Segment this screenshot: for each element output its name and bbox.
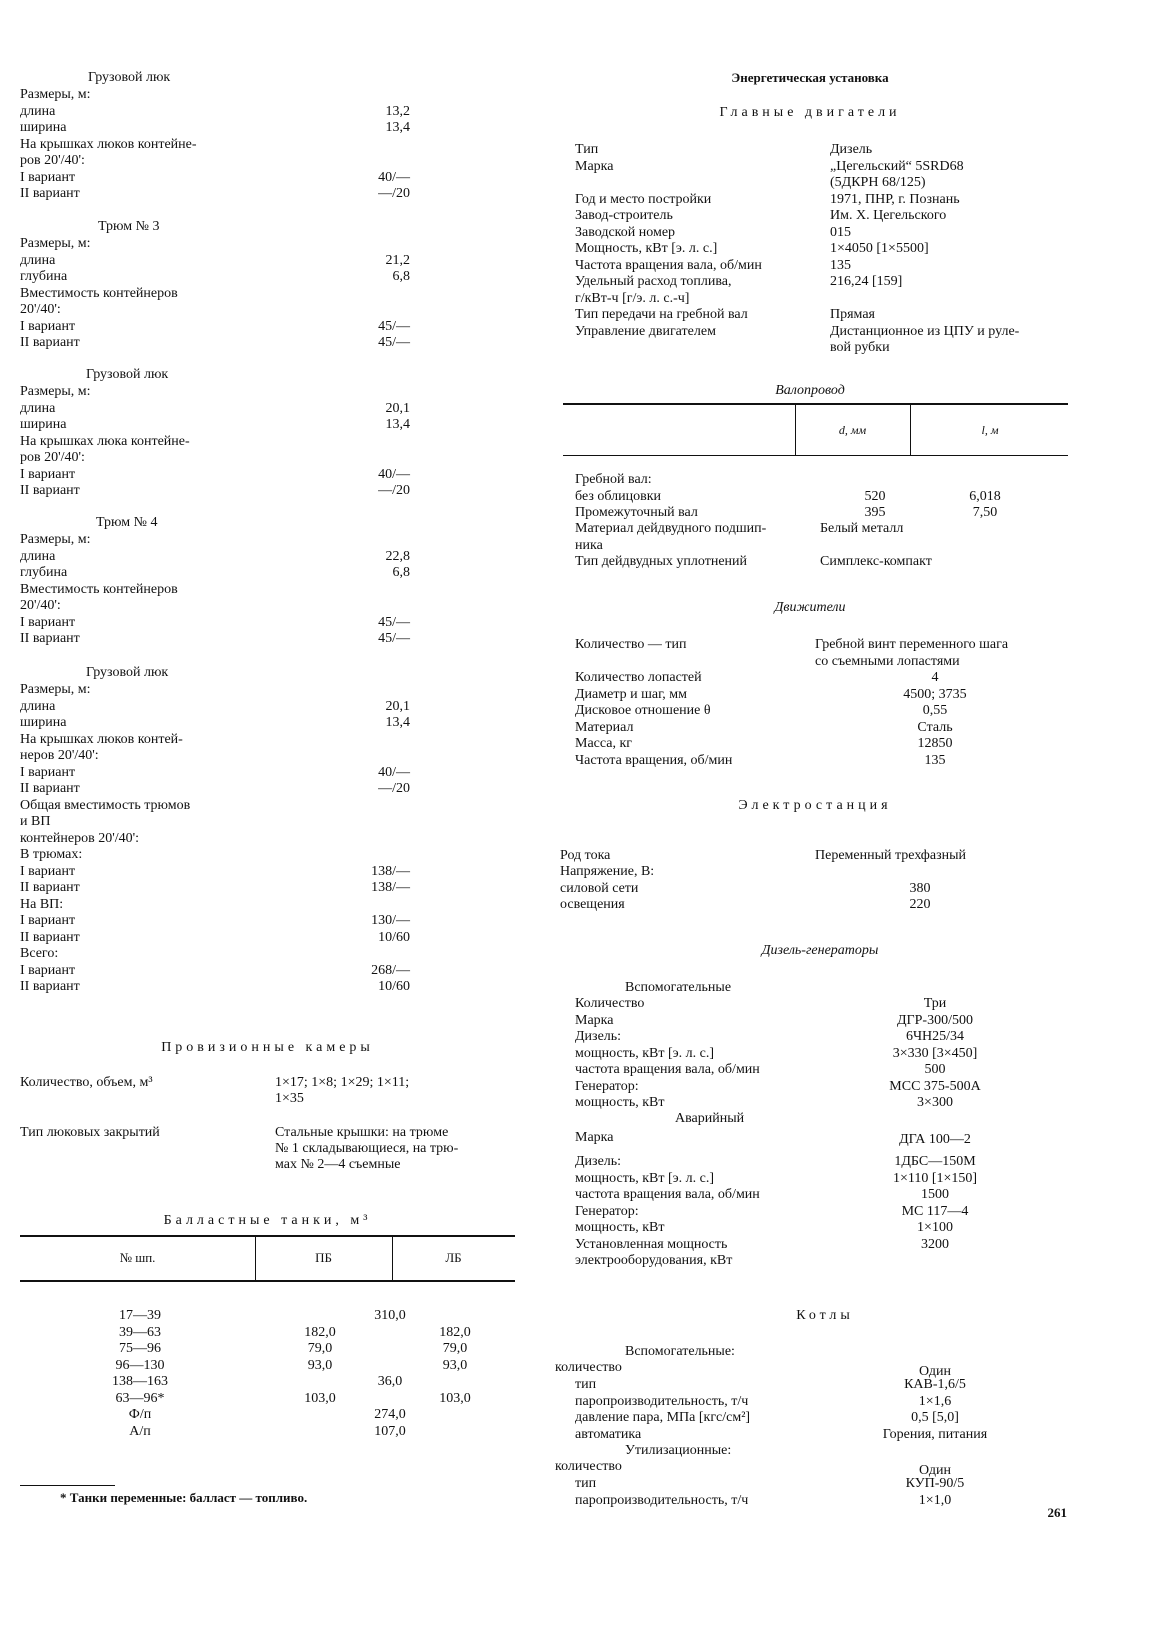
- table-cell: 79,0: [307, 1341, 333, 1356]
- hatch3-label: длина: [20, 698, 56, 714]
- power-value: 220: [909, 897, 931, 912]
- hold3-label: длина: [20, 252, 56, 268]
- boilers-label: тип: [575, 1377, 597, 1392]
- provisions-title: Провизионные камеры: [161, 1040, 374, 1055]
- table-cell: Ф/п: [128, 1407, 152, 1422]
- hatch1-label: длина: [20, 103, 56, 119]
- engines-value: Прямая: [830, 307, 875, 322]
- table-cell: 79,0: [442, 1341, 468, 1356]
- hatch2-label: ширина: [20, 417, 67, 432]
- table-cell: 17—39: [119, 1308, 161, 1323]
- hold4-value: 45/—: [378, 614, 410, 630]
- hatch3-value: 268/—: [371, 962, 410, 978]
- table-cell: 274,0: [374, 1407, 406, 1422]
- table-cell: 103,0: [439, 1390, 471, 1406]
- gens-value: 3×300: [917, 1095, 953, 1110]
- boilers2-value: Один: [918, 1463, 952, 1478]
- table-cell: 93,0: [307, 1357, 333, 1373]
- hold3-value: 6,8: [392, 269, 410, 284]
- shaft-extra-label: Тип дейдвудных уплотнений: [575, 554, 748, 569]
- hatch3-label: I вариант: [20, 962, 76, 978]
- table-header: ЛБ: [445, 1250, 462, 1265]
- gens-label: Марка: [575, 1012, 614, 1028]
- shaft-extra-label: ника: [575, 537, 603, 553]
- table-rule: [563, 403, 1068, 405]
- engines-label: Заводской номер: [575, 224, 676, 240]
- shaft-extra-value: Симплекс-компакт: [820, 554, 932, 569]
- hatch3-title: Грузовой люк: [86, 665, 169, 680]
- shaft-value: 520: [864, 488, 886, 504]
- hatch1-label: II вариант: [20, 186, 80, 201]
- props-value: со съемными лопастями: [815, 653, 960, 669]
- hatch1-label: На крышках люков контейне-: [20, 136, 197, 152]
- gens2-label: Дизель:: [575, 1154, 622, 1169]
- hatch2-label: ров 20'/40':: [20, 450, 85, 465]
- gens-emerg: Аварийный: [675, 1111, 745, 1126]
- hold4-title: Трюм № 4: [96, 515, 158, 530]
- hatch1-value: 13,4: [385, 120, 410, 135]
- hold4-label: II вариант: [20, 631, 80, 646]
- boilers-value: 0,5 [5,0]: [911, 1410, 959, 1425]
- engines-value: 1×4050 [1×5500]: [830, 241, 929, 256]
- hold4-label: 20'/40':: [20, 598, 61, 613]
- engines-value: Им. Х. Цегельского: [830, 208, 947, 223]
- hold3-value: 45/—: [378, 335, 410, 350]
- hold4-label: длина: [20, 548, 56, 564]
- engines-label: Управление двигателем: [575, 323, 716, 339]
- hold4-label: Размеры, м:: [20, 532, 91, 547]
- hold3-value: 21,2: [385, 252, 410, 268]
- engines-label: Завод-строитель: [575, 208, 673, 223]
- gens-value: 3×330 [3×450]: [892, 1045, 978, 1061]
- power-label: освещения: [560, 897, 625, 912]
- hatch1-label: ширина: [20, 120, 67, 135]
- shaft-label: Гребной вал:: [575, 472, 652, 487]
- gens-value: 6ЧН25/34: [905, 1029, 965, 1044]
- gens2-value: 3200: [921, 1236, 949, 1252]
- boilers-title: Котлы: [796, 1308, 854, 1323]
- provisions-qty-label: Количество, объем, м³: [20, 1075, 153, 1090]
- hatch3-value: 20,1: [385, 698, 410, 714]
- hatch1-value: 13,2: [385, 103, 410, 119]
- table-cell: 310,0: [374, 1308, 406, 1323]
- hatch3-value: —/20: [378, 781, 410, 796]
- props-value: Сталь: [917, 719, 953, 735]
- shaft-header: d, мм: [838, 423, 867, 437]
- gens2-label: мощность, кВт [э. л. с.]: [575, 1170, 714, 1186]
- boilers-label: паропроизводительность, т/ч: [575, 1393, 749, 1409]
- hatch3-label: Общая вместимость трюмов: [20, 797, 191, 813]
- gens-label: мощность, кВт [э. л. с.]: [575, 1045, 714, 1061]
- hatch3-label: и ВП: [20, 814, 51, 829]
- shaft-label: Промежуточный вал: [575, 505, 698, 520]
- gens-label: Генератор:: [575, 1078, 639, 1094]
- gens-title: Дизель-генераторы: [761, 943, 879, 958]
- gens-label: частота вращения вала, об/мин: [575, 1062, 760, 1077]
- props-value: 12850: [917, 736, 953, 751]
- table-rule: [563, 455, 1068, 456]
- engines-value: 1971, ПНР, г. Познань: [830, 191, 960, 207]
- gens2-value: 1ДБС—150М: [894, 1154, 976, 1169]
- page-number: 261: [1047, 1505, 1067, 1520]
- table-rule: [20, 1235, 515, 1237]
- hatch3-value: 10/60: [378, 979, 410, 994]
- hatch1-label: ров 20'/40':: [20, 153, 85, 168]
- boilers-label: автоматика: [575, 1426, 642, 1442]
- hatch3-value: 40/—: [378, 764, 410, 780]
- props-value: Гребной винт переменного шага: [815, 637, 1009, 652]
- engines-value: Дистанционное из ЦПУ и руле-: [830, 323, 1020, 339]
- props-value: 4500; 3735: [903, 686, 967, 702]
- table-cell: 182,0: [304, 1324, 336, 1340]
- hatch1-label: I вариант: [20, 169, 76, 185]
- gens-value: 500: [924, 1062, 946, 1077]
- provisions-hatch-label: Тип люковых закрытий: [20, 1125, 160, 1140]
- gens2-label: частота вращения вала, об/мин: [575, 1187, 760, 1202]
- gens-value: МСС 375-500А: [889, 1078, 981, 1094]
- footnote: * Танки переменные: балласт — топливо.: [60, 1490, 308, 1505]
- gens2-label: Генератор:: [575, 1203, 639, 1219]
- hatch3-label: На крышках люков контей-: [20, 731, 183, 747]
- gens2-value: ДГА 100—2: [899, 1132, 971, 1147]
- engines-label: Частота вращения вала, об/мин: [575, 257, 762, 273]
- props-value: 135: [924, 752, 946, 768]
- table-cell: 107,0: [374, 1423, 406, 1439]
- table-cell: 39—63: [119, 1324, 161, 1340]
- section-title: Энергетическая установка: [731, 70, 889, 85]
- engines-label: Марка: [575, 158, 614, 174]
- engines-label: Тип: [575, 142, 599, 157]
- hold3-label: 20'/40':: [20, 302, 61, 317]
- hatch2-label: I вариант: [20, 466, 76, 482]
- hold3-value: 45/—: [378, 318, 410, 334]
- hold4-label: Вместимость контейнеров: [20, 581, 178, 597]
- table-rule: [20, 1280, 515, 1282]
- props-label: Масса, кг: [575, 736, 633, 751]
- gens2-value: 1×100: [917, 1220, 953, 1235]
- hold3-label: II вариант: [20, 335, 80, 350]
- gens2-label: мощность, кВт: [575, 1220, 665, 1235]
- table-cell: 103,0: [304, 1390, 336, 1406]
- shaft-value: 6,018: [969, 488, 1001, 504]
- props-label: Количество — тип: [575, 637, 687, 652]
- hatch1-value: —/20: [378, 186, 410, 201]
- props-label: Диаметр и шаг, мм: [575, 686, 687, 702]
- provisions-hatch-value: мах № 2—4 съемные: [275, 1157, 401, 1172]
- engines-value: вой рубки: [830, 340, 890, 355]
- table-cell: 75—96: [119, 1341, 161, 1356]
- props-title: Движители: [774, 600, 846, 615]
- hold4-value: 6,8: [392, 565, 410, 580]
- shaft-label: без облицовки: [575, 488, 662, 504]
- engines-label: Год и место постройки: [575, 191, 712, 207]
- table-cell: 138—163: [112, 1374, 168, 1389]
- hatch2-value: 40/—: [378, 466, 410, 482]
- table-cell: 63—96*: [115, 1390, 165, 1406]
- boilers-value: КАВ-1,6/5: [904, 1377, 966, 1392]
- hold3-label: I вариант: [20, 318, 76, 334]
- hatch2-label: II вариант: [20, 483, 80, 498]
- footnote-rule: [20, 1485, 115, 1486]
- table-header: № шп.: [119, 1250, 156, 1265]
- gens2-label: Установленная мощность: [575, 1236, 728, 1252]
- hatch1-title: Грузовой люк: [88, 70, 171, 85]
- gens-aux: Вспомогательные: [625, 980, 732, 995]
- provisions-qty-value: 1×17; 1×8; 1×29; 1×11;: [275, 1075, 410, 1090]
- engines-label: г/кВт-ч [г/э. л. с.-ч]: [575, 290, 690, 306]
- engines-value: (5ДКРН 68/125): [830, 175, 926, 190]
- hatch3-label: I вариант: [20, 913, 76, 928]
- hatch2-value: —/20: [378, 483, 410, 498]
- hold3-title: Трюм № 3: [98, 219, 160, 234]
- gens2-value: 1500: [921, 1187, 949, 1202]
- table-cell: 93,0: [442, 1357, 468, 1373]
- props-label: Количество лопастей: [575, 670, 702, 685]
- boilers-util: Утилизационные:: [625, 1443, 732, 1458]
- hatch3-label: На ВП:: [20, 896, 64, 912]
- hold3-label: глубина: [20, 269, 68, 284]
- hold4-value: 45/—: [378, 631, 410, 646]
- hold4-label: I вариант: [20, 614, 76, 630]
- boilers-value: Горения, питания: [882, 1426, 988, 1442]
- hatch3-label: II вариант: [20, 929, 80, 945]
- hatch3-value: 130/—: [371, 913, 410, 928]
- engines-value: 216,24 [159]: [830, 274, 903, 289]
- gens-value: ДГР-300/500: [897, 1012, 973, 1028]
- gens2-label: Марка: [575, 1130, 614, 1145]
- hatch3-label: Размеры, м:: [20, 682, 91, 697]
- provisions-qty-value: 1×35: [275, 1091, 304, 1106]
- hatch3-label: контейнеров 20'/40':: [20, 830, 140, 846]
- hatch1-label: Размеры, м:: [20, 87, 91, 102]
- props-label: Материал: [575, 719, 634, 735]
- hatch3-label: II вариант: [20, 880, 80, 895]
- hatch3-label: неров 20'/40':: [20, 748, 99, 763]
- hatch2-label: длина: [20, 400, 56, 416]
- gens-value: Три: [923, 996, 947, 1011]
- boilers-label: количество: [555, 1360, 622, 1375]
- hold3-label: Размеры, м:: [20, 236, 91, 251]
- shaft-value: 395: [864, 505, 886, 520]
- engines-value: 135: [830, 257, 851, 273]
- boilers2-value: 1×1,0: [918, 1492, 952, 1508]
- props-label: Дисковое отношение θ: [575, 703, 711, 718]
- ballast-title: Балластные танки, м³: [163, 1213, 372, 1228]
- boilers2-value: КУП-90/5: [905, 1476, 965, 1491]
- hatch2-value: 13,4: [385, 417, 410, 432]
- engines-label: Тип передачи на гребной вал: [575, 307, 748, 322]
- boilers2-label: тип: [575, 1476, 597, 1491]
- hatch3-label: I вариант: [20, 863, 76, 879]
- hatch3-value: 138/—: [371, 863, 410, 879]
- shaft-title: Валопровод: [775, 383, 845, 398]
- boilers-value: 1×1,6: [918, 1393, 952, 1409]
- table-header: ПБ: [315, 1250, 332, 1265]
- power-label: силовой сети: [560, 881, 639, 896]
- shaft-extra-value: Белый металл: [820, 521, 904, 536]
- gens2-value: 1×110 [1×150]: [892, 1170, 978, 1186]
- hatch3-label: ширина: [20, 715, 67, 730]
- table-cell: А/п: [129, 1423, 151, 1439]
- boilers-label: давление пара, МПа [кгс/см²]: [575, 1410, 751, 1425]
- engines-value: Дизель: [830, 142, 873, 157]
- hatch1-value: 40/—: [378, 169, 410, 185]
- hold3-label: Вместимость контейнеров: [20, 285, 178, 301]
- table-cell: 182,0: [439, 1324, 471, 1340]
- hatch3-label: Всего:: [20, 946, 59, 961]
- shaft-header: l, м: [981, 423, 999, 437]
- power-label: Род тока: [560, 848, 611, 863]
- boilers2-label: паропроизводительность, т/ч: [575, 1492, 749, 1508]
- hatch2-title: Грузовой люк: [86, 367, 169, 382]
- hatch3-label: I вариант: [20, 764, 76, 780]
- power-title: Электростанция: [738, 798, 892, 813]
- provisions-hatch-value: Стальные крышки: на трюме: [275, 1125, 449, 1140]
- boilers2-label: количество: [555, 1459, 622, 1474]
- shaft-extra-label: Материал дейдвудного подшип-: [575, 521, 767, 536]
- props-value: 0,55: [922, 703, 948, 718]
- gens2-label: электрооборудования, кВт: [575, 1253, 733, 1268]
- hold4-value: 22,8: [385, 548, 410, 564]
- hatch2-value: 20,1: [385, 400, 410, 416]
- engines-value: „Цегельский“ 5SRD68: [830, 158, 964, 174]
- gens-label: мощность, кВт: [575, 1095, 665, 1110]
- engines-value: 015: [830, 224, 851, 240]
- table-cell: 96—130: [115, 1357, 165, 1373]
- hatch3-value: 10/60: [378, 929, 410, 945]
- hatch3-label: II вариант: [20, 781, 80, 796]
- hatch3-value: 138/—: [371, 880, 410, 895]
- gens2-value: МС 117—4: [901, 1203, 969, 1219]
- engines-label: Удельный расход топлива,: [575, 274, 732, 289]
- props-label: Частота вращения, об/мин: [575, 752, 733, 768]
- power-value: 380: [909, 881, 931, 896]
- shaft-value: 7,50: [972, 505, 998, 520]
- hatch2-label: На крышках люка контейне-: [20, 433, 190, 449]
- gens-label: Дизель:: [575, 1029, 622, 1044]
- engines-title: Главные двигатели: [719, 105, 901, 120]
- engines-label: Мощность, кВт [э. л. с.]: [575, 241, 718, 256]
- gens-label: Количество: [575, 996, 645, 1011]
- props-value: 4: [931, 670, 939, 685]
- hold4-label: глубина: [20, 565, 68, 580]
- power-label: Напряжение, В:: [560, 864, 655, 879]
- boilers-value: Один: [918, 1364, 952, 1379]
- hatch3-label: В трюмах:: [20, 847, 83, 862]
- provisions-hatch-value: № 1 складывающиеся, на трю-: [275, 1141, 459, 1156]
- table-cell: 36,0: [377, 1374, 403, 1389]
- hatch2-label: Размеры, м:: [20, 384, 91, 399]
- hatch3-value: 13,4: [385, 715, 410, 730]
- power-value: Переменный трехфазный: [815, 848, 966, 863]
- hatch3-label: II вариант: [20, 979, 80, 994]
- boilers-aux: Вспомогательные:: [625, 1344, 735, 1359]
